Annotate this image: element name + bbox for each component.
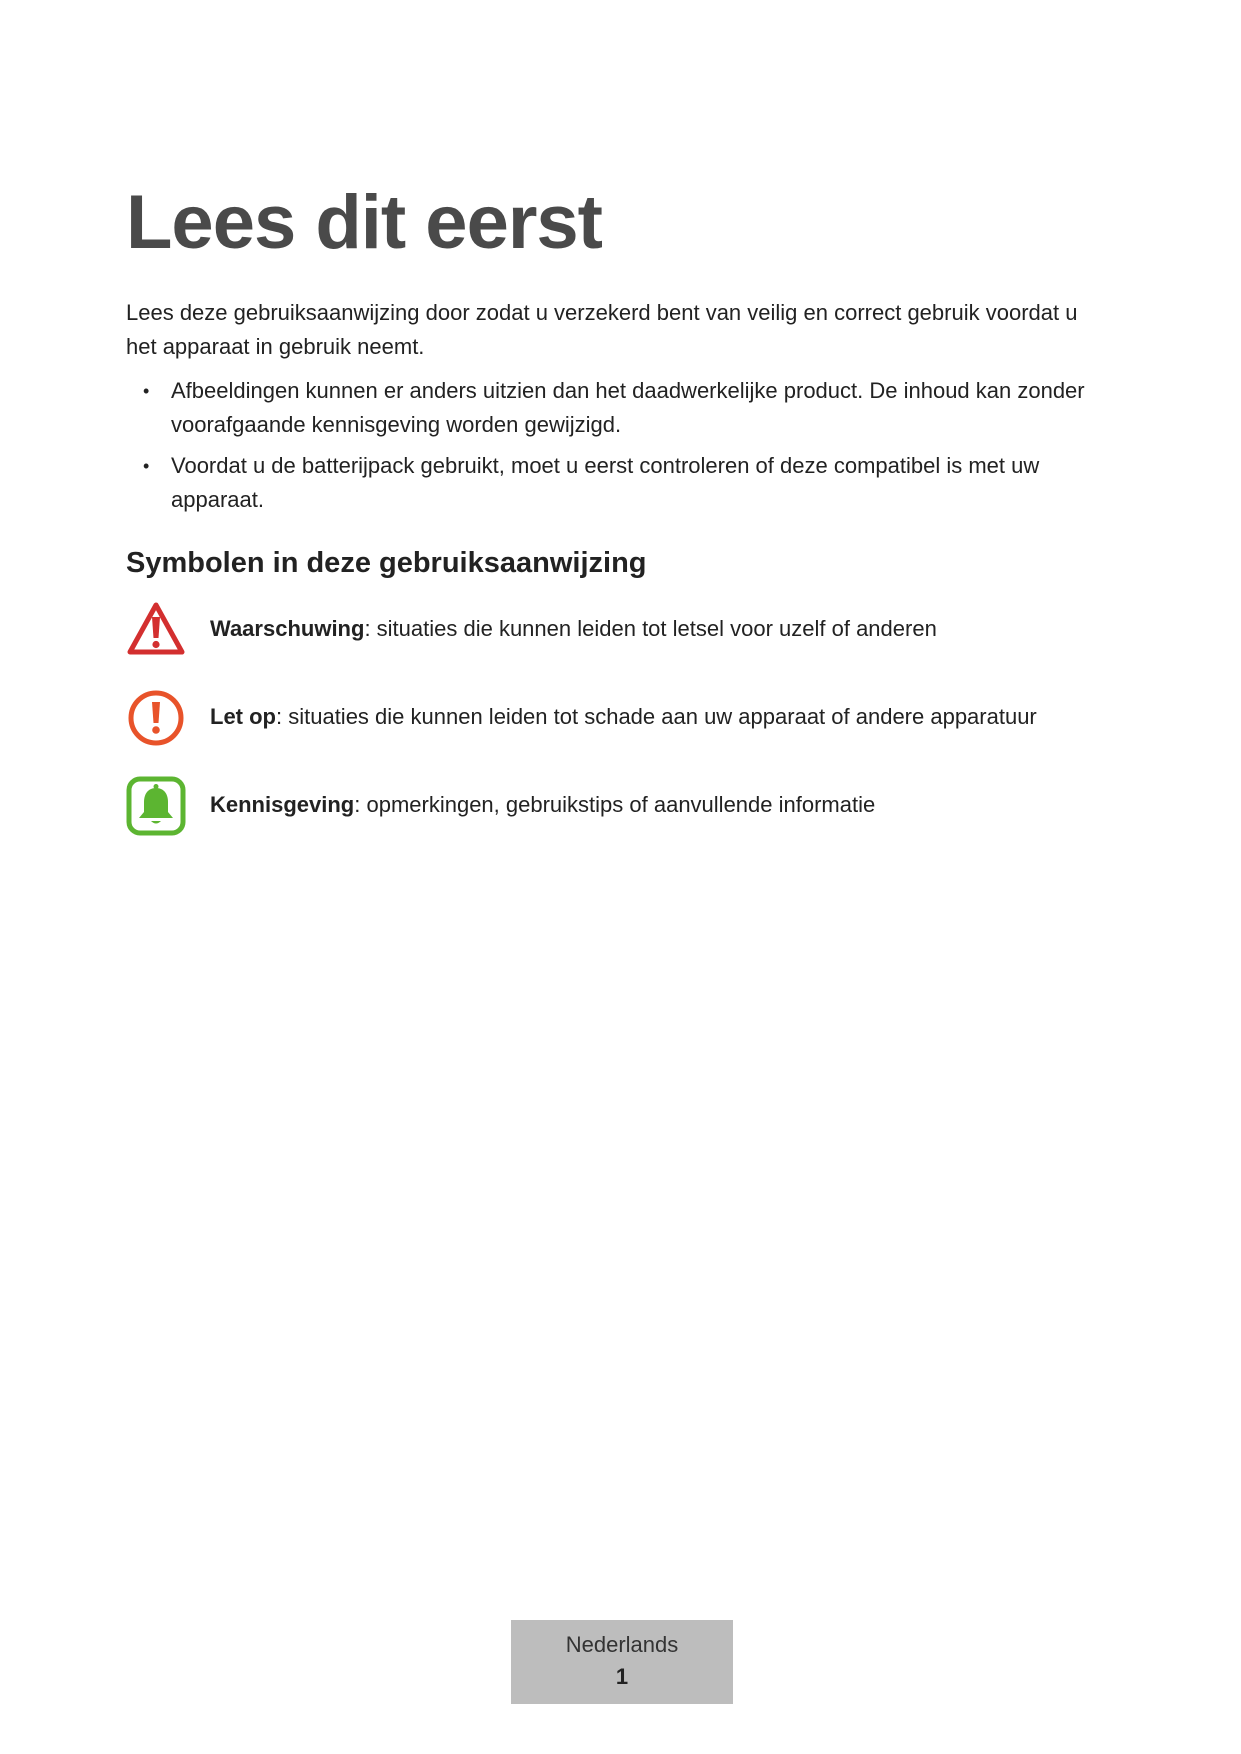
footer-page-box (511, 1620, 733, 1704)
bullet-list (126, 374, 1126, 524)
symbol-description: : situaties die kunnen leiden tot schade aan uw apparaat of andere apparatuur (276, 704, 1037, 729)
bullet-marker: • (143, 381, 150, 401)
symbol-text-warning (210, 614, 937, 644)
symbol-description: : situaties die kunnen leiden tot letsel voor uzelf of anderen (364, 616, 937, 641)
symbol-description: : opmerkingen, gebruikstips of aanvullende informatie (354, 792, 876, 817)
section-title-symbols: Symbolen in deze gebruiksaanwijzing (126, 547, 647, 579)
symbol-term: Kennisgeving (210, 792, 355, 817)
page-title: Lees dit eerst (126, 180, 602, 265)
bullet-text: Afbeeldingen kunnen er anders uitzien dan het daadwerkelijke product. De inhoud kan zonder voorafgaande kennisgeving worden gewijzigd. (171, 378, 1085, 437)
symbol-text-notice (210, 790, 875, 820)
footer-language: Nederlands (565, 1632, 679, 1657)
symbol-term: Waarschuwing (210, 616, 365, 641)
symbol-row-caution (126, 688, 1126, 748)
caution-circle-icon (126, 688, 186, 748)
intro-paragraph: Lees deze gebruiksaanwijzing door zodat u verzekerd bent van veilig en correct gebruik voordat u het apparaat in gebruik neemt. (126, 300, 1078, 359)
notice-bell-icon (126, 776, 186, 836)
symbol-row-warning (126, 600, 1126, 660)
symbol-row-notice (126, 776, 1126, 836)
bullet-item (126, 449, 1126, 517)
symbol-term: Let op (210, 704, 276, 729)
footer-page-number: 1 (615, 1664, 629, 1689)
bullet-marker: • (143, 456, 150, 476)
symbol-text-caution (210, 702, 1037, 732)
bullet-item (126, 374, 1126, 442)
warning-triangle-icon (126, 600, 186, 660)
bullet-text: Voordat u de batterijpack gebruikt, moet u eerst controleren of deze compatibel is met uw apparaat. (171, 453, 1040, 512)
